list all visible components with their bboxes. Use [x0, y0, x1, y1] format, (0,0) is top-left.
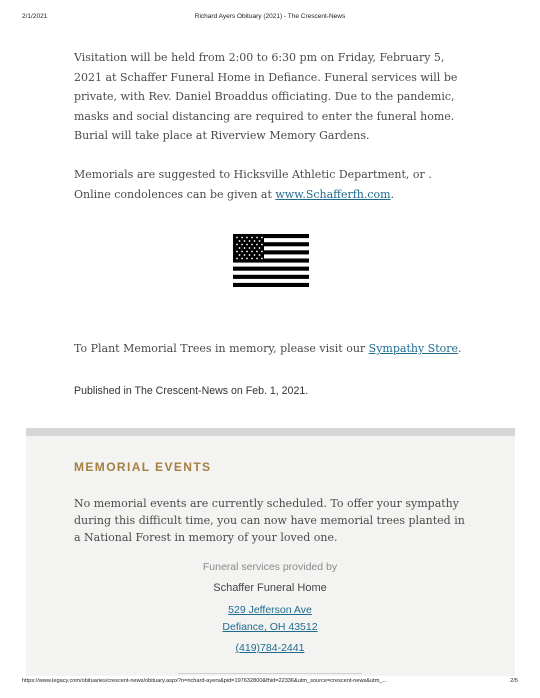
print-date: 2/1/2021 [22, 13, 48, 20]
print-footer [0, 678, 540, 690]
address-line1-link[interactable]: 529 Jefferson Ave [228, 604, 312, 616]
obituary-paragraph-memorials [74, 165, 464, 204]
address-line2-link[interactable]: Defiance, OH 43512 [222, 621, 318, 633]
funeral-services-provided-label: Funeral services provided by [202, 561, 338, 573]
american-flag-icon [233, 234, 309, 287]
memorial-trees-paragraph [74, 339, 464, 359]
print-url: https://www.legacy.com/obituaries/crescent-news/obituary.aspx?n=richard-ayers&pid=197632800&fhid=22336&utm_source=crescent-news&utm_... [22, 678, 388, 684]
print-title: Richard Ayers Obituary (2021) - The Crescent-News [194, 13, 346, 20]
print-header [0, 13, 540, 25]
funeral-home-address-line2 [0, 621, 540, 633]
phone-link[interactable]: (419)784-2441 [235, 642, 305, 654]
published-notice: Published in The Crescent-News on Feb. 1, 2021. [74, 385, 309, 397]
print-page-number: 2/5 [510, 678, 518, 684]
memorials-text-end: . [390, 187, 395, 201]
memorial-events-heading: MEMORIAL EVENTS [74, 460, 212, 474]
obituary-paragraph-visitation: Visitation will be held from 2:00 to 6:30 pm on Friday, February 5, 2021 at Schaffer Funeral Home in Defiance. Funeral services will be private, with Rev. Daniel Broaddus officiating. Due to the pandemic, masks and social distancing are required to enter the funeral home. Burial will take place at Riverview Memory Gardens. [74, 51, 458, 143]
funeral-home-website-link[interactable]: www.Schafferfh.com [275, 187, 391, 201]
funeral-home-name: Schaffer Funeral Home [213, 582, 327, 594]
sympathy-store-link[interactable]: Sympathy Store [368, 342, 459, 355]
memorial-trees-text-end: . [458, 342, 462, 355]
memorials-text: Memorials are suggested to Hicksville Athletic Department, or . Online condolences can be given at [74, 168, 432, 201]
memorial-events-text: No memorial events are currently scheduled. To offer your sympathy during this difficult time, you can now have memorial trees planted in a National Forest in memory of your loved one. [74, 497, 465, 544]
funeral-home-address-line1 [0, 604, 540, 616]
memorial-trees-text: To Plant Memorial Trees in memory, please visit our [74, 342, 369, 355]
section-divider-band [26, 428, 515, 436]
panel-bottom-divider [178, 673, 362, 674]
funeral-home-phone [0, 642, 540, 654]
